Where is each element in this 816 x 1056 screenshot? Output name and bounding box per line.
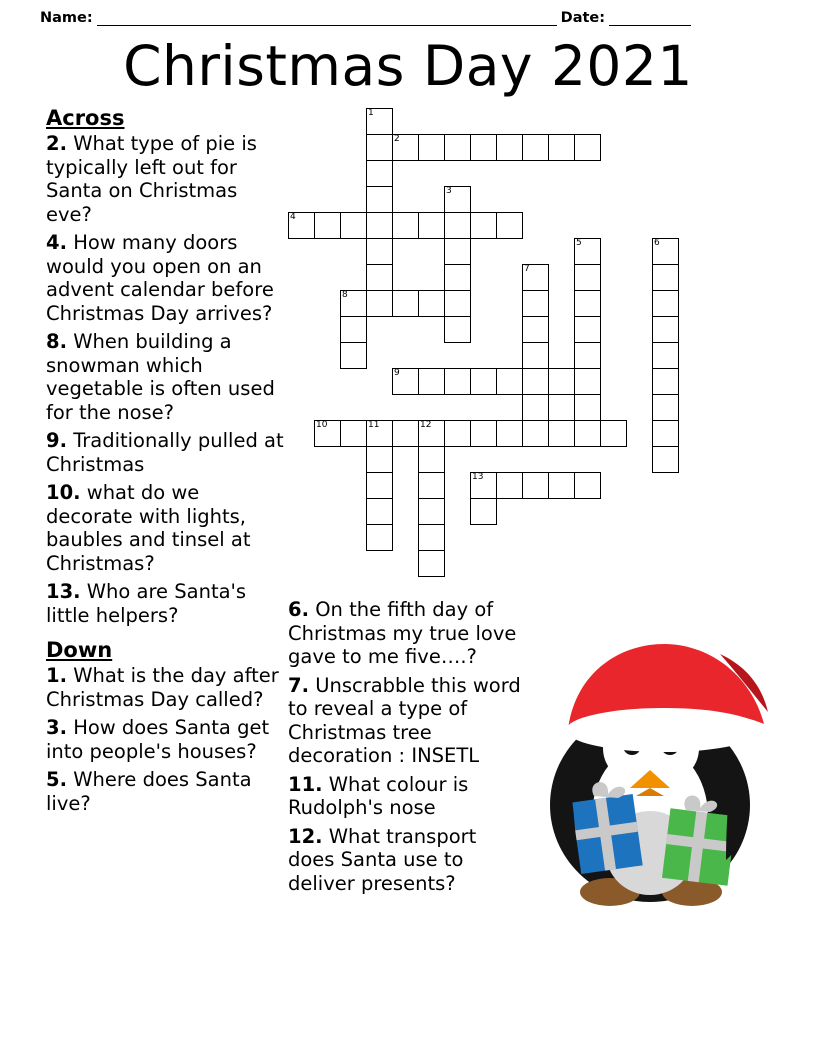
clue-text: How many doors would you open on an advent calendar before Christmas Day arrives?: [46, 231, 274, 325]
crossword-cell[interactable]: [340, 342, 367, 369]
clue-number: 1.: [46, 664, 67, 687]
clues-column-left: [46, 105, 284, 820]
crossword-cell[interactable]: [418, 212, 445, 239]
crossword-cell[interactable]: [444, 316, 471, 343]
clue-text: What is the day after Christmas Day called?: [46, 664, 279, 711]
crossword-cell[interactable]: [574, 394, 601, 421]
crossword-cell[interactable]: [444, 368, 471, 395]
crossword-cell[interactable]: [522, 316, 549, 343]
crossword-cell-number: 6: [654, 238, 660, 248]
penguin-illustration: [524, 620, 776, 920]
crossword-cell[interactable]: [548, 472, 575, 499]
crossword-grid[interactable]: [288, 108, 708, 588]
crossword-cell[interactable]: [418, 524, 445, 551]
name-label: Name:: [40, 10, 93, 26]
crossword-cell[interactable]: [418, 420, 445, 447]
crossword-cell[interactable]: [652, 342, 679, 369]
crossword-cell[interactable]: [444, 186, 471, 213]
clue-number: 11.: [288, 772, 323, 796]
crossword-cell[interactable]: [314, 420, 341, 447]
clue-number: 12.: [288, 824, 323, 848]
crossword-cell[interactable]: [652, 316, 679, 343]
crossword-cell[interactable]: [366, 524, 393, 551]
crossword-cell[interactable]: [548, 134, 575, 161]
across-heading: Across: [46, 106, 125, 130]
crossword-cell-number: 5: [576, 238, 582, 248]
clue-text: Where does Santa live?: [46, 768, 252, 815]
crossword-cell[interactable]: [418, 368, 445, 395]
crossword-cell[interactable]: [574, 134, 601, 161]
crossword-cell[interactable]: [522, 264, 549, 291]
crossword-cell[interactable]: [288, 212, 315, 239]
crossword-cell[interactable]: [574, 368, 601, 395]
santa-hat-brim: [566, 708, 762, 752]
crossword-cell[interactable]: [652, 420, 679, 447]
clue-text: How does Santa get into people's houses?: [46, 716, 270, 763]
clue-number: 7.: [288, 673, 309, 697]
crossword-cell[interactable]: [652, 394, 679, 421]
clue-across-10: [46, 481, 284, 575]
clue-across-2: [46, 132, 284, 226]
clue-text: On the fifth day of Christmas my true love gave to me five….?: [288, 598, 517, 668]
crossword-cell[interactable]: [366, 264, 393, 291]
date-label: Date:: [560, 10, 606, 26]
crossword-cell[interactable]: [418, 446, 445, 473]
crossword-cell[interactable]: [574, 238, 601, 265]
crossword-cell[interactable]: [574, 264, 601, 291]
clue-text: Unscrabble this word to reveal a type of Christmas tree decoration : INSETL: [288, 673, 521, 767]
clue-number: 3.: [46, 716, 67, 739]
crossword-cell-number: 9: [394, 368, 400, 378]
crossword-cell[interactable]: [340, 212, 367, 239]
crossword-cell[interactable]: [574, 342, 601, 369]
clue-down-1: [46, 664, 284, 711]
clue-text: what do we decorate with lights, baubles and tinsel at Christmas?: [46, 481, 251, 575]
crossword-cell[interactable]: [470, 368, 497, 395]
crossword-cell-number: 12: [420, 420, 432, 430]
clue-across-8: [46, 330, 284, 424]
clue-text: What colour is Rudolph's nose: [288, 772, 469, 819]
clue-number: 2.: [46, 132, 67, 155]
date-write-line[interactable]: [609, 12, 691, 26]
crossword-cell[interactable]: [522, 420, 549, 447]
clue-text: Who are Santa's little helpers?: [46, 580, 247, 627]
page-title: Christmas Day 2021: [123, 34, 693, 98]
crossword-cell[interactable]: [392, 134, 419, 161]
crossword-cell[interactable]: [366, 472, 393, 499]
clue-number: 13.: [46, 580, 81, 603]
crossword-cell-number: 4: [290, 212, 296, 222]
crossword-cell[interactable]: [652, 238, 679, 265]
crossword-cell[interactable]: [470, 212, 497, 239]
clue-down-6: [288, 598, 523, 669]
crossword-cell[interactable]: [496, 134, 523, 161]
crossword-cell[interactable]: [340, 316, 367, 343]
crossword-cell[interactable]: [392, 420, 419, 447]
crossword-cell[interactable]: [366, 238, 393, 265]
clue-down-3: [46, 716, 284, 763]
crossword-cell[interactable]: [652, 290, 679, 317]
crossword-cell[interactable]: [470, 134, 497, 161]
clue-down-7: [288, 674, 523, 768]
crossword-cell[interactable]: [366, 446, 393, 473]
crossword-cell[interactable]: [548, 368, 575, 395]
crossword-cell-number: 13: [472, 472, 484, 482]
crossword-cell[interactable]: [522, 290, 549, 317]
clue-down-11: [288, 773, 523, 820]
crossword-cell[interactable]: [392, 212, 419, 239]
crossword-cell[interactable]: [574, 290, 601, 317]
crossword-cell[interactable]: [470, 472, 497, 499]
crossword-cell[interactable]: [652, 264, 679, 291]
crossword-cell[interactable]: [340, 290, 367, 317]
crossword-cell[interactable]: [444, 134, 471, 161]
crossword-cell[interactable]: [522, 394, 549, 421]
crossword-cell[interactable]: [366, 420, 393, 447]
crossword-cell[interactable]: [366, 134, 393, 161]
clue-number: 10.: [46, 481, 81, 504]
crossword-cell[interactable]: [418, 472, 445, 499]
crossword-cell[interactable]: [496, 472, 523, 499]
crossword-cell[interactable]: [496, 368, 523, 395]
crossword-cell[interactable]: [366, 160, 393, 187]
crossword-cell[interactable]: [522, 472, 549, 499]
clue-across-13: [46, 580, 284, 627]
crossword-cell[interactable]: [340, 420, 367, 447]
clue-text: What type of pie is typically left out for Santa on Christmas eve?: [46, 132, 257, 226]
clue-number: 9.: [46, 429, 67, 452]
clue-number: 5.: [46, 768, 67, 791]
clue-text: What transport does Santa use to deliver presents?: [288, 824, 477, 895]
crossword-cell[interactable]: [444, 264, 471, 291]
clue-across-9: [46, 429, 284, 476]
crossword-cell[interactable]: [574, 472, 601, 499]
crossword-cell-number: 10: [316, 420, 328, 430]
clue-across-4: [46, 231, 284, 325]
crossword-cell[interactable]: [366, 290, 393, 317]
crossword-cell[interactable]: [652, 368, 679, 395]
clue-text: When building a snowman which vegetable is often used for the nose?: [46, 330, 275, 424]
crossword-cell[interactable]: [574, 316, 601, 343]
crossword-cell[interactable]: [418, 290, 445, 317]
crossword-cell[interactable]: [444, 290, 471, 317]
crossword-cell[interactable]: [496, 212, 523, 239]
crossword-cell-number: 2: [394, 134, 400, 144]
crossword-cell[interactable]: [444, 212, 471, 239]
crossword-cell[interactable]: [600, 420, 627, 447]
crossword-cell[interactable]: [366, 186, 393, 213]
crossword-cell[interactable]: [522, 368, 549, 395]
crossword-cell[interactable]: [418, 134, 445, 161]
crossword-cell[interactable]: [314, 212, 341, 239]
santa-hat-pompom: [735, 725, 776, 767]
crossword-cell[interactable]: [444, 420, 471, 447]
crossword-cell[interactable]: [444, 238, 471, 265]
crossword-cell[interactable]: [522, 342, 549, 369]
clue-down-5: [46, 768, 284, 815]
crossword-cell[interactable]: [548, 420, 575, 447]
clues-column-middle: [288, 598, 523, 900]
clue-text: Traditionally pulled at Christmas: [46, 429, 284, 476]
crossword-cell[interactable]: [392, 290, 419, 317]
clue-number: 4.: [46, 231, 67, 254]
crossword-cell-number: 1: [368, 108, 374, 118]
crossword-cell[interactable]: [470, 420, 497, 447]
crossword-cell-number: 7: [524, 264, 530, 274]
crossword-cell[interactable]: [392, 368, 419, 395]
crossword-cell-number: 11: [368, 420, 380, 430]
crossword-cell[interactable]: [366, 212, 393, 239]
crossword-cell-number: 8: [342, 290, 348, 300]
clue-number: 6.: [288, 598, 309, 621]
crossword-cell[interactable]: [652, 446, 679, 473]
crossword-cell[interactable]: [366, 108, 393, 135]
crossword-cell-number: 3: [446, 186, 452, 196]
crossword-cell[interactable]: [496, 420, 523, 447]
clue-down-12: [288, 825, 523, 896]
crossword-cell[interactable]: [418, 550, 445, 577]
crossword-cell[interactable]: [574, 420, 601, 447]
crossword-cell[interactable]: [418, 498, 445, 525]
crossword-cell[interactable]: [522, 134, 549, 161]
name-date-bar: [40, 0, 750, 26]
clue-number: 8.: [46, 330, 67, 353]
name-write-line[interactable]: [97, 12, 557, 26]
crossword-cell[interactable]: [470, 498, 497, 525]
down-heading: Down: [46, 638, 113, 662]
crossword-cell[interactable]: [366, 498, 393, 525]
